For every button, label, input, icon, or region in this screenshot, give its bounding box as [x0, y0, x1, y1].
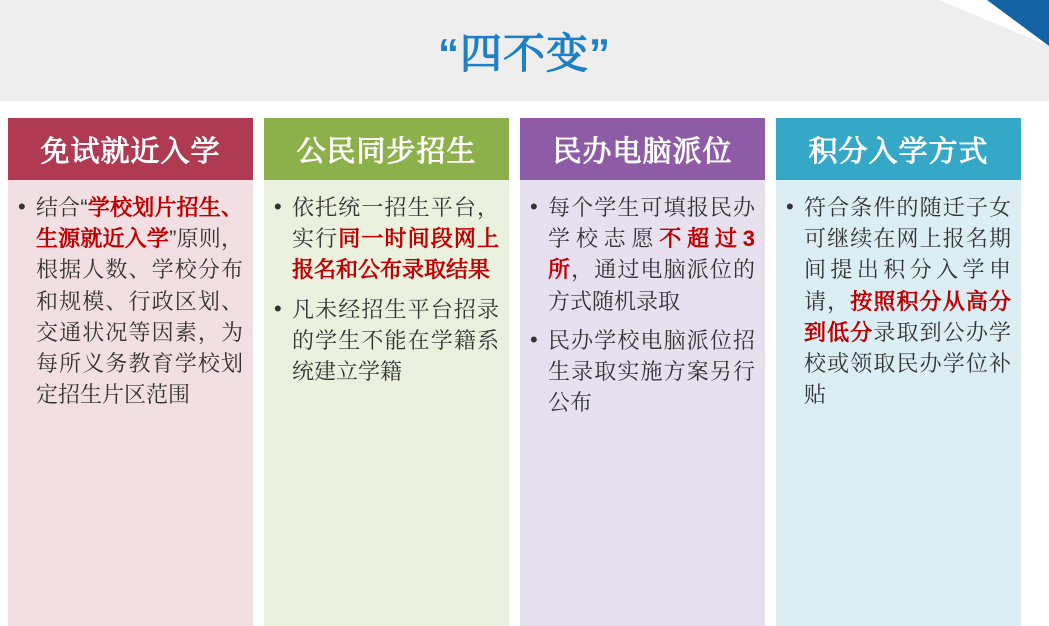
body-text: 民办学校电脑派位招生录取实施方案另行公布 — [548, 327, 755, 416]
body-text: 结合“ — [36, 195, 88, 220]
body-text: 凡未经招生平台招录的学生不能在学籍系统建立学籍 — [292, 296, 499, 385]
body-text: ，通过电脑派位的方式随机录取 — [548, 257, 755, 314]
column-3-bullets — [526, 192, 755, 419]
list-item — [14, 192, 243, 411]
list-item — [526, 325, 755, 419]
column-4-bullets — [782, 192, 1011, 411]
list-item — [270, 294, 499, 388]
emphasis-text: 按照积分从高分到低分 — [804, 288, 1011, 345]
column-3 — [520, 118, 765, 626]
column-2 — [264, 118, 509, 626]
page-title: “四不变” — [437, 29, 611, 77]
body-text: 每个学生可填报民办学校志愿 — [548, 195, 755, 252]
list-item — [782, 192, 1011, 411]
column-4-body — [776, 180, 1021, 626]
emphasis-text: 同一时间段网上报名和公布录取结果 — [292, 226, 499, 283]
body-text: 符合条件的随迁子女可继续在网上报名期间提出积分入学申请， — [804, 195, 1011, 314]
list-item — [270, 192, 499, 286]
column-2-bullets — [270, 192, 499, 387]
column-1-body — [8, 180, 253, 626]
column-3-body — [520, 180, 765, 626]
column-1-bullets — [14, 192, 243, 411]
column-2-body — [264, 180, 509, 626]
column-4 — [776, 118, 1021, 626]
column-1-title: 免试就近入学 — [8, 118, 253, 180]
corner-triangle-icon — [939, 0, 1049, 46]
emphasis-text: 学校划片招生、生源就近入学 — [36, 195, 243, 252]
column-1 — [8, 118, 253, 626]
body-text: 录取到公办学校或领取民办学位补贴 — [804, 319, 1011, 408]
column-2-title: 公民同步招生 — [264, 118, 509, 180]
column-4-title: 积分入学方式 — [776, 118, 1021, 180]
body-text: ”原则，根据人数、学校分布和规模、行政区划、交通状况等因素，为每所义务教育学校划定招生片区范围 — [36, 226, 243, 408]
column-3-title: 民办电脑派位 — [520, 118, 765, 180]
emphasis-text: 不超过3所 — [548, 226, 755, 283]
body-text: 依托统一招生平台，实行 — [292, 195, 499, 252]
columns-container — [0, 118, 1049, 626]
list-item — [526, 192, 755, 317]
